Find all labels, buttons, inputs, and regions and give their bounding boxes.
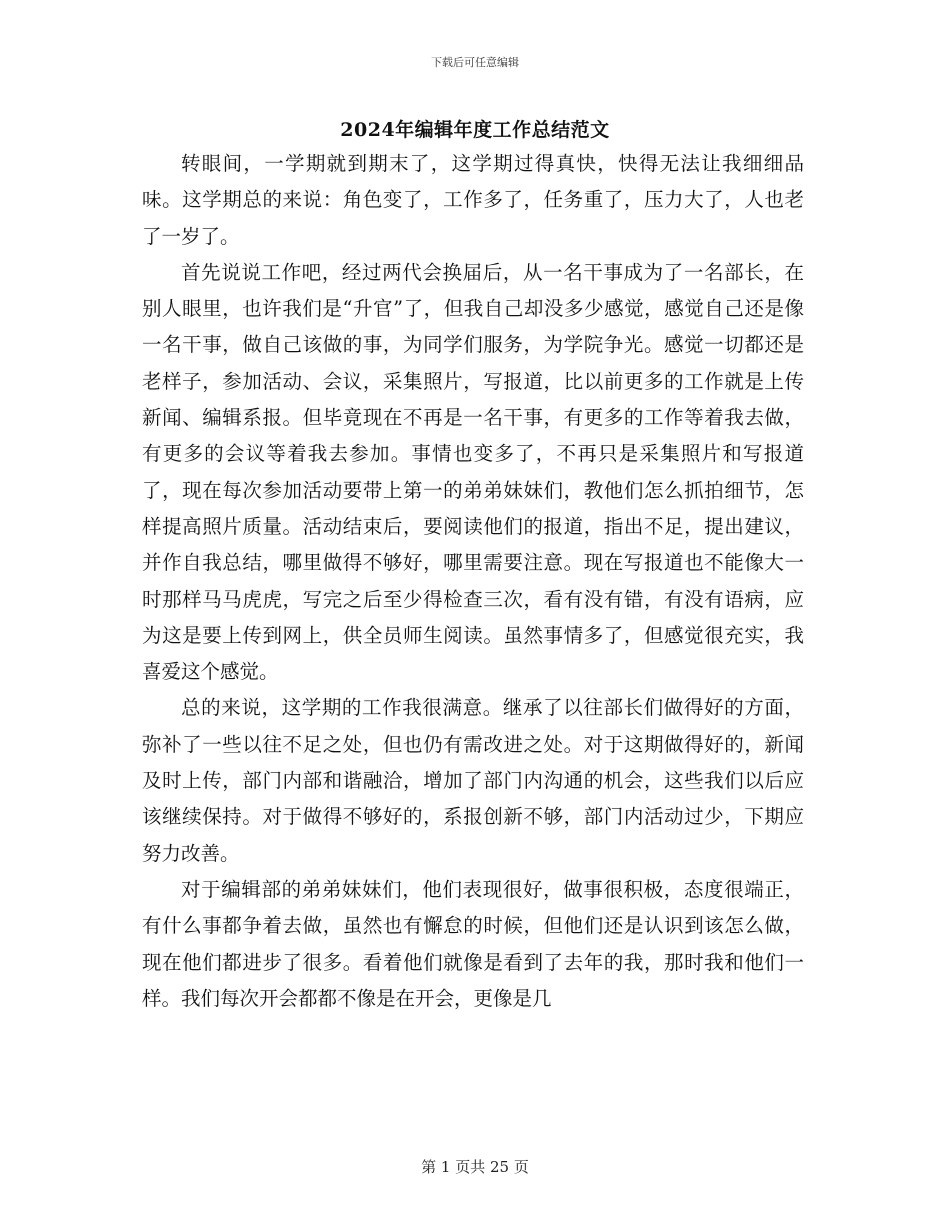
page-header-note: 下载后可任意编辑 — [431, 56, 519, 69]
paragraph-4: 对于编辑部的弟弟妹妹们，他们表现很好，做事很积极，态度很端正，有什么事都争着去做，虽然也有懈怠的时候，但他们还是认识到该怎么做，现在他们都进步了很多。看着他们就像是看到了去年的我，那时我和他们一样。我们每次开会都都不像是在开会，更像是几 — [142, 877, 804, 1010]
page-footer-number: 第 1 页共 25 页 — [421, 1158, 529, 1176]
document-title: 2024年编辑年度工作总结范文 — [340, 119, 610, 141]
paragraph-2: 首先说说工作吧，经过两代会换届后，从一名干事成为了一名部长，在别人眼里，也许我们是“升官”了，但我自己却没多少感觉，感觉自己还是像一名干事，做自己该做的事，为同学们服务，为学院争光。感觉一切都还是老样子，参加活动、会议，采集照片，写报道，比以前更多的工作就是上传新闻、编辑系报。但毕竟现在不再是一名干事，有更多的工作等着我去做，有更多的会议等着我去参加。事情也变多了，不再只是采集照片和写报道了，现在每次参加活动要带上第一的弟弟妹妹们，教他们怎么抓拍细节，怎样提高照片质量。活动结束后，要阅读他们的报道，指出不足，提出建议，并作自我总结，哪里做得不够好，哪里需要注意。现在写报道也不能像大一时那样马马虎虎，写完之后至少得检查三次，看有没有错，有没有语病，应为这是要上传到网上，供全员师生阅读。虽然事情多了，但感觉很充实，我喜爱这个感觉。 — [142, 260, 804, 684]
paragraph-1: 转眼间，一学期就到期末了，这学期过得真快，快得无法让我细细品味。这学期总的来说：角色变了，工作多了，任务重了，压力大了，人也老了一岁了。 — [142, 152, 804, 248]
paragraph-3: 总的来说，这学期的工作我很满意。继承了以往部长们做得好的方面，弥补了一些以往不足之处，但也仍有需改进之处。对于这期做得好的，新闻及时上传，部门内部和谐融洽，增加了部门内沟通的机会，这些我们以后应该继续保持。对于做得不够好的，系报创新不够，部门内活动过少，下期应努力改善。 — [142, 696, 804, 865]
document-body — [142, 146, 804, 1017]
